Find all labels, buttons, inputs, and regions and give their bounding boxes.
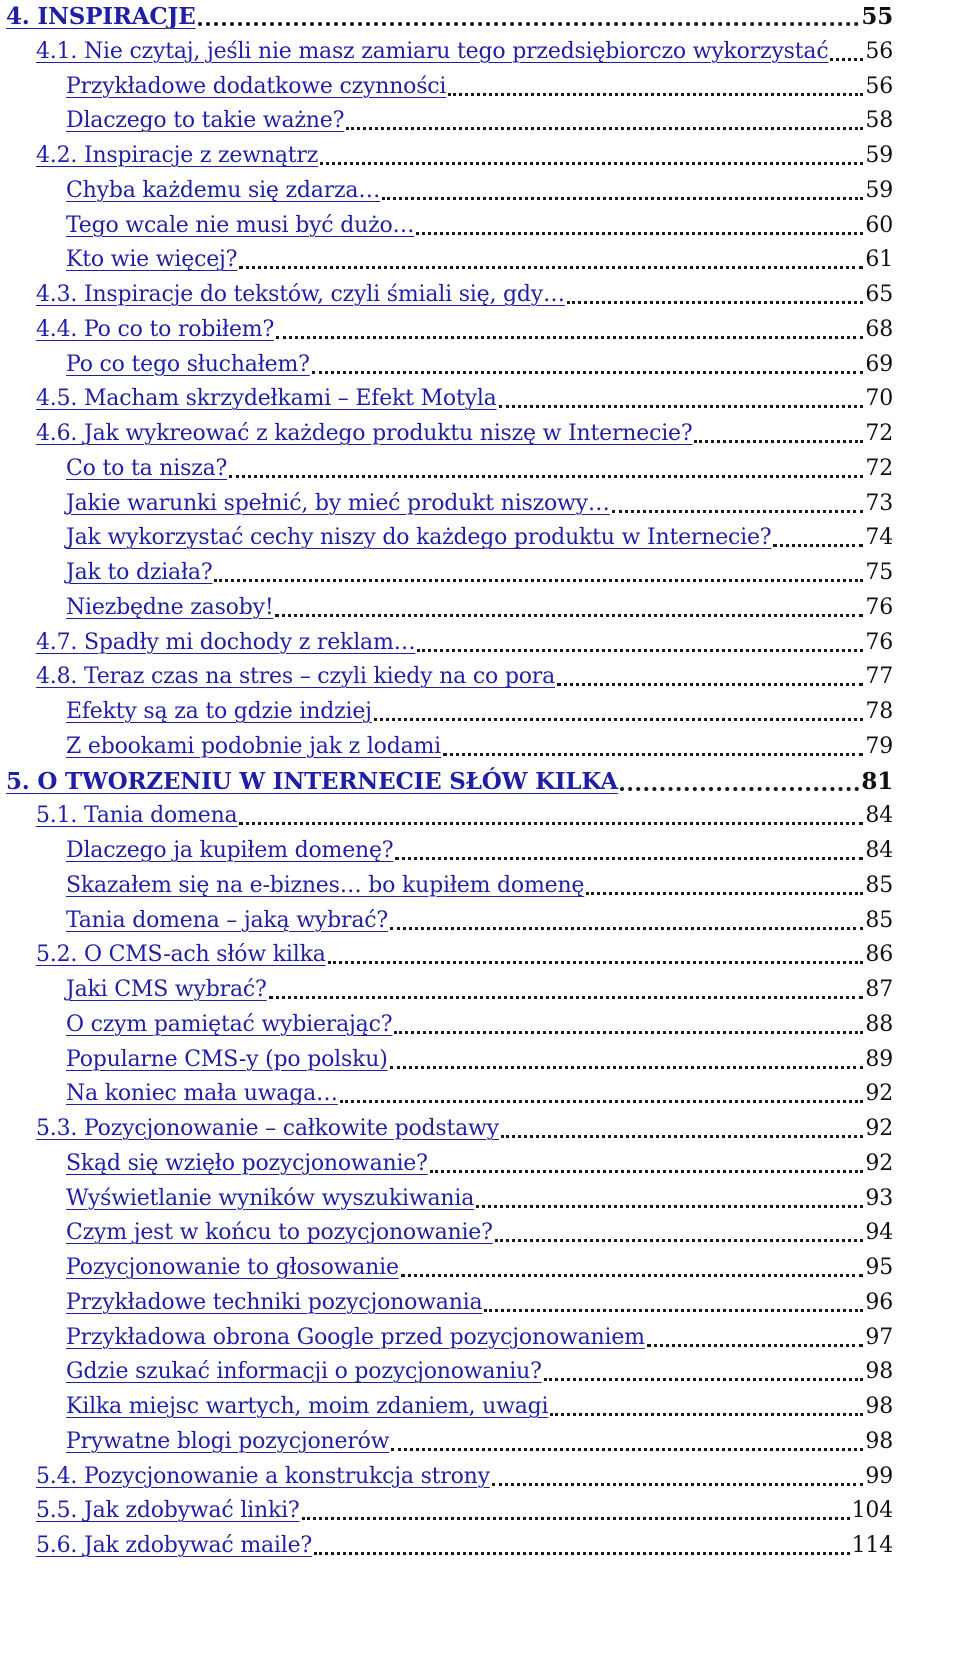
toc-subsection-entry[interactable] (0, 1216, 960, 1252)
toc-subsection-entry[interactable] (0, 1147, 960, 1183)
dot-leader (390, 1066, 864, 1069)
dot-leader (198, 22, 860, 26)
dot-leader (239, 266, 863, 269)
toc-entry-link[interactable]: Na koniec mała uwaga… (66, 1081, 338, 1107)
toc-chapter-entry[interactable] (0, 0, 960, 36)
toc-entry-link[interactable]: Czym jest w końcu to pozycjonowanie? (66, 1220, 493, 1246)
toc-page-number: 55 (861, 3, 893, 30)
toc-page-number: 68 (865, 316, 893, 342)
toc-subsection-entry[interactable] (0, 869, 960, 905)
toc-entry-link[interactable]: Skazałem się na e-biznes… bo kupiłem domenę (66, 872, 585, 898)
toc-page-number: 92 (865, 1150, 893, 1176)
toc-entry-link[interactable]: 4.1. Nie czytaj, jeśli nie masz zamiaru tego przedsiębiorczo wykorzystać (36, 38, 829, 64)
toc-page-number: 78 (865, 699, 893, 724)
dot-leader (391, 1448, 863, 1451)
toc-page-number: 89 (865, 1046, 893, 1072)
toc-page-number: 92 (865, 1081, 893, 1107)
toc-entry-link[interactable]: Kto wie więcej? (66, 247, 238, 273)
toc-subsection-entry[interactable] (0, 1251, 960, 1287)
dot-leader (557, 683, 863, 686)
toc-entry-link[interactable]: 5.2. O CMS-ach słów kilka (36, 942, 326, 968)
toc-page-number: 114 (851, 1533, 893, 1558)
dot-leader (567, 301, 864, 304)
dot-leader (773, 544, 863, 547)
dot-leader (586, 892, 863, 895)
toc-subsection-entry[interactable] (0, 1008, 960, 1044)
toc-subsection-entry[interactable] (0, 209, 960, 245)
dot-leader (214, 579, 863, 582)
toc-page-number: 76 (865, 629, 893, 655)
toc-subsection-entry[interactable] (0, 730, 960, 766)
dot-leader (430, 1170, 864, 1173)
toc-subsection-entry[interactable] (0, 591, 960, 627)
toc-entry-link[interactable]: 5.1. Tania domena (36, 803, 238, 829)
toc-page-number: 84 (865, 803, 893, 829)
dot-leader (395, 857, 863, 860)
toc-entry-link[interactable]: Skąd się wzięło pozycjonowanie? (66, 1150, 428, 1176)
toc-page-number: 75 (865, 560, 893, 585)
toc-page-number: 98 (865, 1359, 893, 1385)
dot-leader (320, 162, 863, 165)
toc-subsection-entry[interactable] (0, 452, 960, 488)
toc-page-number: 104 (851, 1498, 893, 1524)
toc-page-number: 88 (865, 1011, 893, 1037)
toc-page-number: 60 (865, 212, 893, 238)
toc-entry-link[interactable]: Co to ta nisza? (66, 455, 228, 481)
toc-section-entry[interactable] (0, 382, 960, 418)
toc-entry-link[interactable]: Przykładowe techniki pozycjonowania (66, 1289, 483, 1315)
dot-leader (620, 787, 859, 791)
dot-leader (314, 1552, 850, 1555)
dot-leader (694, 440, 863, 443)
dot-leader (394, 1031, 863, 1034)
toc-entry-link[interactable]: Gdzie szukać informacji o pozycjonowaniu? (66, 1359, 542, 1385)
dot-leader (346, 127, 863, 130)
toc-page-number: 73 (865, 490, 893, 516)
toc-page-number: 98 (865, 1394, 893, 1419)
toc-entry-link[interactable]: Niezbędne zasoby! (66, 594, 274, 620)
toc-subsection-entry[interactable] (0, 1321, 960, 1357)
dot-leader (612, 510, 864, 513)
dot-leader (550, 1413, 863, 1416)
toc-entry-link[interactable]: Chyba każdemu się zdarza… (66, 177, 381, 203)
toc-entry-link[interactable]: Wyświetlanie wyników wyszukiwania (66, 1185, 475, 1211)
toc-subsection-entry[interactable] (0, 973, 960, 1009)
toc-section-entry[interactable] (0, 1460, 960, 1496)
toc-page-number: 69 (865, 351, 893, 377)
dot-leader (390, 927, 863, 930)
toc-section-entry[interactable] (0, 626, 960, 662)
toc-entry-link[interactable]: Dlaczego ja kupiłem domenę? (66, 838, 394, 863)
toc-entry-link[interactable]: Po co tego słuchałem? (66, 351, 310, 377)
toc-section-entry[interactable] (0, 139, 960, 175)
toc-section-entry[interactable] (0, 799, 960, 835)
toc-page-number: 98 (865, 1428, 893, 1454)
toc-page-number: 72 (865, 455, 893, 481)
dot-leader (276, 336, 863, 339)
toc-entry-link[interactable]: 4. INSPIRACJE (6, 3, 196, 30)
toc-section-entry[interactable] (0, 1494, 960, 1530)
toc-page-number: 87 (865, 977, 893, 1002)
dot-leader (229, 475, 863, 478)
toc-entry-link[interactable]: Efekty są za to gdzie indziej (66, 699, 372, 724)
toc-subsection-entry[interactable] (0, 904, 960, 940)
toc-entry-link[interactable]: 4.2. Inspiracje z zewnątrz (36, 143, 319, 168)
toc-entry-link[interactable]: 4.4. Po co to robiłem? (36, 316, 275, 342)
toc-entry-link[interactable]: 4.5. Macham skrzydełkami – Efekt Motyla (36, 386, 497, 412)
toc-page-number: 94 (865, 1220, 893, 1246)
dot-leader (544, 1378, 864, 1381)
toc-page-number: 85 (865, 872, 893, 898)
dot-leader (499, 405, 864, 408)
toc-page-number: 81 (861, 767, 893, 795)
toc-entry-link[interactable]: Kilka miejsc wartych, moim zdaniem, uwagi (66, 1394, 549, 1419)
dot-leader (492, 1483, 864, 1486)
toc-subsection-entry[interactable] (0, 243, 960, 279)
toc-entry-link[interactable]: Jaki CMS wybrać? (66, 977, 267, 1002)
toc-subsection-entry[interactable] (0, 1043, 960, 1079)
toc-page-number: 72 (865, 421, 893, 446)
toc-subsection-entry[interactable] (0, 1182, 960, 1218)
toc-subsection-entry[interactable] (0, 521, 960, 557)
toc-entry-link[interactable]: Jak to działa? (66, 560, 213, 585)
dot-leader (443, 753, 863, 756)
toc-entry-link[interactable]: 5.6. Jak zdobywać maile? (36, 1533, 312, 1558)
dot-leader (340, 1100, 864, 1103)
toc-section-entry[interactable] (0, 1112, 960, 1148)
toc-subsection-entry[interactable] (0, 1390, 960, 1426)
toc-entry-link[interactable]: Tego wcale nie musi być dużo… (66, 212, 415, 238)
toc-page-number: 76 (865, 594, 893, 620)
dot-leader (312, 371, 864, 374)
toc-section-entry[interactable] (0, 938, 960, 974)
dot-leader (417, 649, 863, 652)
toc-subsection-entry[interactable] (0, 1077, 960, 1113)
dot-leader (382, 197, 863, 200)
toc-entry-link[interactable]: 5. O TWORZENIU W INTERNECIE SŁÓW KILKA (6, 767, 618, 795)
dot-leader (275, 614, 863, 617)
toc-entry-link[interactable]: 4.7. Spadły mi dochody z reklam… (36, 629, 416, 655)
toc-subsection-entry[interactable] (0, 348, 960, 384)
toc-page-number: 93 (865, 1185, 893, 1211)
toc-subsection-entry[interactable] (0, 1355, 960, 1391)
toc-entry-link[interactable]: 5.5. Jak zdobywać linki? (36, 1498, 300, 1524)
toc-subsection-entry[interactable] (0, 487, 960, 523)
toc-page-number: 56 (865, 38, 893, 64)
toc-page-number: 84 (865, 838, 893, 863)
toc-subsection-entry[interactable] (0, 556, 960, 592)
toc-page-number: 92 (865, 1116, 893, 1141)
toc-subsection-entry[interactable] (0, 1425, 960, 1461)
dot-leader (484, 1309, 863, 1312)
toc-entry-link[interactable]: Popularne CMS-y (po polsku) (66, 1046, 388, 1072)
toc-entry-link[interactable]: 5.4. Pozycjonowanie a konstrukcja strony (36, 1463, 490, 1489)
toc-page-number: 59 (865, 143, 893, 168)
dot-leader (401, 1274, 864, 1277)
toc-page-number: 77 (865, 664, 893, 690)
toc-entry-link[interactable]: 5.3. Pozycjonowanie – całkowite podstawy (36, 1116, 499, 1141)
toc-entry-link[interactable]: 4.3. Inspiracje do tekstów, czyli śmiali się, gdy… (36, 282, 565, 307)
toc-page-number: 96 (865, 1289, 893, 1315)
toc-section-entry[interactable] (0, 660, 960, 696)
toc-entry-link[interactable]: Pozycjonowanie to głosowanie (66, 1255, 399, 1280)
toc-subsection-entry[interactable] (0, 70, 960, 106)
toc-section-entry[interactable] (0, 1529, 960, 1565)
toc-page-number: 65 (865, 282, 893, 307)
toc-section-entry[interactable] (0, 35, 960, 71)
toc-entry-link[interactable]: Jak wykorzystać cechy niszy do każdego produktu w Internecie? (66, 525, 772, 551)
toc-section-entry[interactable] (0, 278, 960, 314)
toc-entry-link[interactable]: Jakie warunki spełnić, by mieć produkt niszowy… (66, 490, 610, 516)
toc-entry-link[interactable]: Z ebookami podobnie jak z lodami (66, 733, 441, 759)
toc-page-number: 85 (865, 907, 893, 933)
dot-leader (239, 822, 863, 825)
toc-entry-link[interactable]: Przykładowa obrona Google przed pozycjonowaniem (66, 1324, 645, 1350)
toc-page-number: 58 (865, 108, 893, 134)
toc-entry-link[interactable]: Tania domena – jaką wybrać? (66, 907, 388, 933)
toc-entry-link[interactable]: Przykładowe dodatkowe czynności (66, 73, 447, 99)
toc-entry-link[interactable]: Dlaczego to takie ważne? (66, 108, 345, 134)
dot-leader (269, 996, 864, 999)
dot-leader (495, 1239, 864, 1242)
toc-page-number: 97 (865, 1324, 893, 1350)
toc-page-number: 95 (865, 1255, 893, 1280)
toc-page-number: 74 (865, 525, 893, 551)
toc-entry-link[interactable]: 4.8. Teraz czas na stres – czyli kiedy na co pora (36, 664, 556, 690)
toc-entry-link[interactable]: O czym pamiętać wybierając? (66, 1011, 393, 1037)
toc-entry-link[interactable]: Prywatne blogi pozycjonerów (66, 1428, 390, 1454)
dot-leader (830, 58, 863, 61)
dot-leader (501, 1135, 863, 1138)
toc-page-number: 56 (865, 73, 893, 99)
dot-leader (647, 1344, 864, 1347)
dot-leader (328, 961, 864, 964)
toc-page-number: 61 (865, 247, 893, 273)
toc-subsection-entry[interactable] (0, 104, 960, 140)
toc-page-number: 59 (865, 177, 893, 203)
toc-entry-link[interactable]: 4.6. Jak wykreować z każdego produktu niszę w Internecie? (36, 421, 693, 446)
toc-section-entry[interactable] (0, 417, 960, 453)
dot-leader (448, 93, 863, 96)
toc-page-number: 86 (865, 942, 893, 968)
toc-subsection-entry[interactable] (0, 834, 960, 870)
toc-chapter-entry[interactable] (0, 765, 960, 801)
toc-subsection-entry[interactable] (0, 174, 960, 210)
dot-leader (416, 232, 863, 235)
toc-section-entry[interactable] (0, 313, 960, 349)
toc-page-number: 79 (865, 733, 893, 759)
toc-subsection-entry[interactable] (0, 695, 960, 731)
dot-leader (302, 1517, 850, 1520)
toc-page-number: 70 (865, 386, 893, 412)
toc-subsection-entry[interactable] (0, 1286, 960, 1322)
dot-leader (476, 1205, 863, 1208)
toc-page-number: 99 (865, 1463, 893, 1489)
dot-leader (374, 718, 864, 721)
